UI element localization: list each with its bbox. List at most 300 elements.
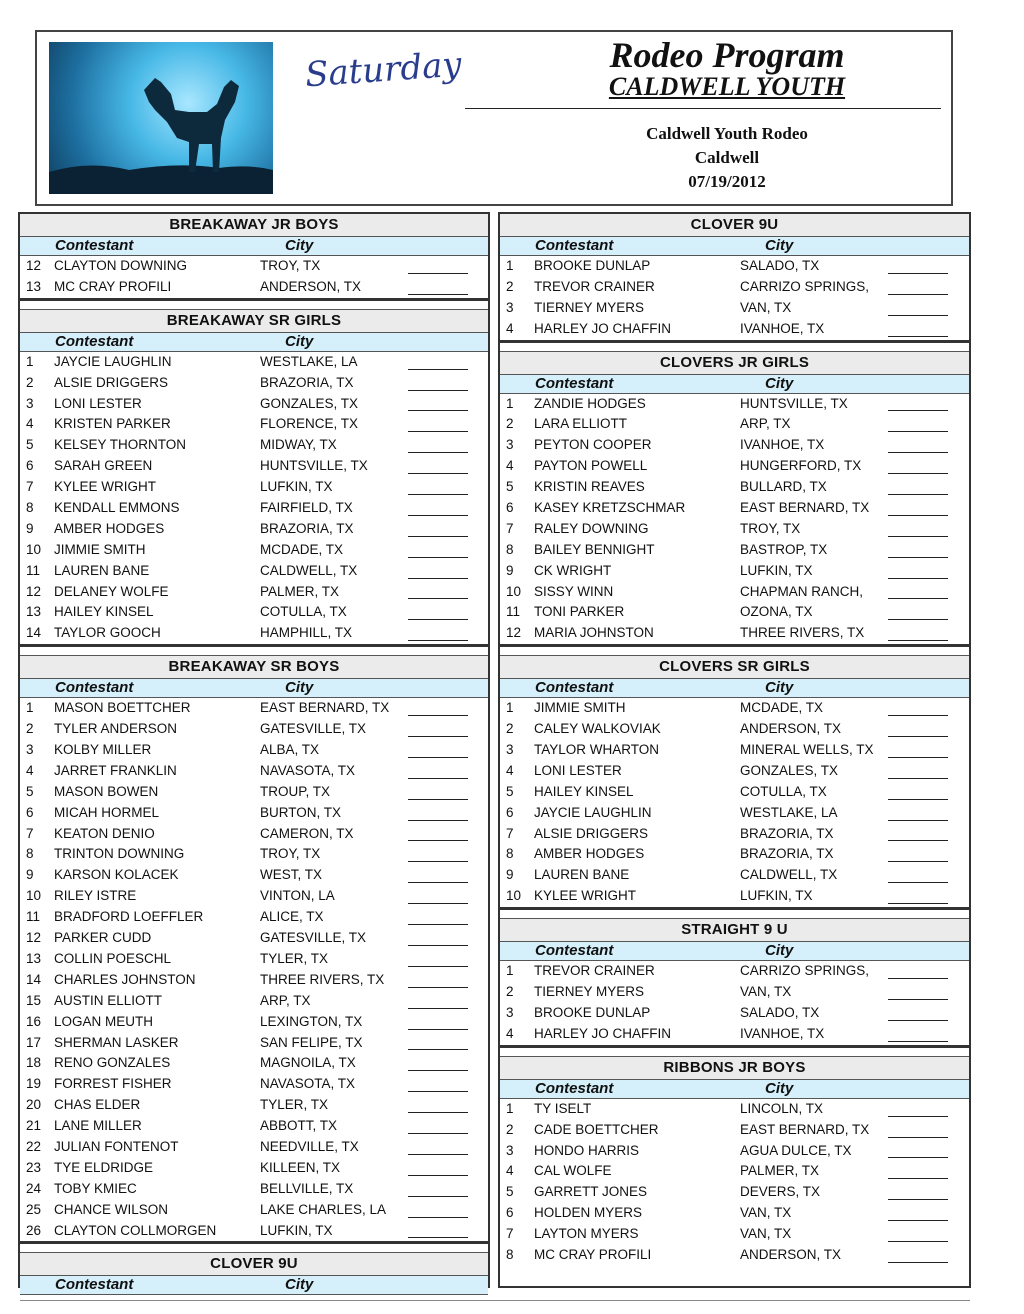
contestant-row — [500, 886, 969, 907]
score-blank-line — [408, 1237, 468, 1238]
contestant-number: 7 — [26, 825, 34, 841]
contestant-name: FORREST FISHER — [54, 1076, 172, 1092]
contestant-name: TRINTON DOWNING — [54, 846, 185, 862]
contestant-row — [20, 803, 488, 824]
contestant-name: TONI PARKER — [534, 604, 625, 620]
score-blank-line — [888, 640, 948, 641]
score-blank-line — [408, 1008, 468, 1009]
contestant-number: 11 — [26, 909, 41, 925]
contestant-number: 10 — [26, 888, 42, 904]
contestant-row — [500, 1161, 969, 1182]
column-header — [500, 942, 969, 961]
contestant-city: EAST BERNARD, TX — [740, 1121, 870, 1137]
contestant-row — [20, 1137, 488, 1158]
contestant-name: ALSIE DRIGGERS — [534, 825, 649, 841]
contestant-number: 6 — [26, 804, 34, 820]
contestant-number: 11 — [26, 562, 41, 578]
contestant-name: SARAH GREEN — [54, 458, 153, 474]
city-header: City — [765, 374, 794, 392]
score-blank-line — [408, 840, 468, 841]
contestant-row — [20, 602, 488, 623]
contestant-name: KRISTEN PARKER — [54, 416, 171, 432]
contestant-city: VINTON, LA — [260, 888, 335, 904]
contestant-city: BRAZORIA, TX — [740, 846, 834, 862]
contestant-name: KRISTIN REAVES — [534, 479, 645, 495]
handwritten-signature: Saturday — [303, 44, 463, 96]
contestant-city: ALICE, TX — [260, 909, 324, 925]
contestant-city: HUNGERFORD, TX — [740, 458, 862, 474]
score-blank-line — [888, 861, 948, 862]
contestant-city: BRAZORIA, TX — [740, 825, 834, 841]
contestant-number: 1 — [26, 700, 34, 716]
section-title: CLOVERS SR GIRLS — [500, 655, 969, 679]
contestant-name: RENO GONZALES — [54, 1055, 171, 1071]
contestant-number: 14 — [26, 971, 42, 987]
score-blank-line — [888, 1020, 948, 1021]
contestant-number: 2 — [506, 984, 514, 1000]
contestant-row — [20, 561, 488, 582]
contestant-name: HARLEY JO CHAFFIN — [534, 320, 672, 336]
page-bottom-rule — [20, 1300, 970, 1301]
contestant-city: ANDERSON, TX — [740, 721, 842, 737]
event-section — [20, 1252, 488, 1295]
contestant-number: 8 — [26, 846, 34, 862]
contestant-row — [20, 1074, 488, 1095]
contestant-number: 3 — [506, 742, 514, 758]
score-blank-line — [408, 640, 468, 641]
contestant-number: 15 — [26, 992, 42, 1008]
contestant-number: 2 — [26, 721, 34, 737]
column-header — [20, 1276, 488, 1295]
contestant-name: JAYCIE LAUGHLIN — [54, 353, 172, 369]
contestant-number: 4 — [506, 458, 514, 474]
contestant-city: BELLVILLE, TX — [260, 1180, 354, 1196]
city-header: City — [285, 332, 314, 350]
score-blank-line — [888, 1178, 948, 1179]
contestant-city: VAN, TX — [740, 1205, 792, 1221]
contestant-city: GONZALES, TX — [260, 395, 359, 411]
score-blank-line — [888, 515, 948, 516]
contestant-name: LONI LESTER — [534, 762, 622, 778]
contestant-number: 12 — [26, 583, 42, 599]
section-title: BREAKAWAY SR BOYS — [20, 655, 488, 679]
score-blank-line — [408, 619, 468, 620]
contestant-row — [20, 1095, 488, 1116]
contestant-city: VAN, TX — [740, 984, 792, 1000]
contestant-name: BRADFORD LOEFFLER — [54, 909, 204, 925]
contestant-number: 4 — [26, 416, 34, 432]
contestant-row — [20, 1116, 488, 1137]
contestant-name: CLAYTON COLLMORGEN — [54, 1222, 217, 1238]
contestant-name: RALEY DOWNING — [534, 520, 649, 536]
event-section — [20, 655, 488, 1241]
contestant-number: 1 — [506, 258, 514, 273]
contestant-header: Contestant — [535, 1079, 614, 1097]
score-blank-line — [888, 452, 948, 453]
contestant-row — [500, 498, 969, 519]
contestant-number: 9 — [26, 867, 34, 883]
contestant-city: NAVASOTA, TX — [260, 1076, 356, 1092]
contestant-number: 16 — [26, 1013, 42, 1029]
contestant-name: TOBY KMIEC — [54, 1180, 137, 1196]
contestant-name: TREVOR CRAINER — [534, 278, 655, 294]
contestant-row — [500, 698, 969, 719]
score-blank-line — [408, 1049, 468, 1050]
contestant-city: TROY, TX — [260, 846, 321, 862]
score-blank-line — [888, 598, 948, 599]
contestant-city: IVANHOE, TX — [740, 320, 825, 336]
contestant-row — [500, 394, 969, 415]
title-rule — [465, 108, 941, 109]
contestant-row — [20, 540, 488, 561]
contestant-number: 9 — [506, 562, 514, 578]
contestant-city: BASTROP, TX — [740, 541, 828, 557]
contestant-number: 21 — [26, 1118, 42, 1134]
contestant-row — [20, 991, 488, 1012]
contestant-row — [20, 277, 488, 298]
contestant-name: BROOKE DUNLAP — [534, 1004, 651, 1020]
contestant-row — [500, 456, 969, 477]
contestant-row — [20, 1179, 488, 1200]
score-blank-line — [888, 315, 948, 316]
event-section — [500, 1056, 969, 1266]
contestant-city: NEEDVILLE, TX — [260, 1138, 359, 1154]
contestant-name: LAUREN BANE — [534, 867, 630, 883]
contestant-city: IVANHOE, TX — [740, 1025, 825, 1041]
contestant-name: LAUREN BANE — [54, 562, 150, 578]
contestant-number: 4 — [506, 320, 514, 336]
contestant-number: 9 — [26, 520, 34, 536]
score-blank-line — [888, 799, 948, 800]
contestant-header: Contestant — [535, 374, 614, 392]
contestant-row — [500, 740, 969, 761]
contestant-name: KELSEY THORNTON — [54, 437, 187, 453]
contestant-name: SISSY WINN — [534, 583, 614, 599]
contestant-name: COLLIN POESCHL — [54, 950, 172, 966]
contestant-name: KENDALL EMMONS — [54, 500, 180, 516]
score-blank-line — [408, 431, 468, 432]
score-blank-line — [888, 273, 948, 274]
section-title: BREAKAWAY JR BOYS — [20, 214, 488, 237]
contestant-number: 12 — [506, 625, 522, 641]
score-blank-line — [408, 1217, 468, 1218]
contestant-city: HAMPHILL, TX — [260, 625, 353, 641]
contestant-row — [500, 865, 969, 886]
contestant-row — [20, 907, 488, 928]
contestant-city: ANDERSON, TX — [740, 1246, 842, 1262]
contestant-row — [500, 961, 969, 982]
score-blank-line — [408, 390, 468, 391]
contestant-row — [20, 477, 488, 498]
score-blank-line — [888, 840, 948, 841]
contestant-row — [20, 456, 488, 477]
event-section — [500, 214, 969, 340]
contestant-name: MASON BOWEN — [54, 783, 159, 799]
contestant-number: 25 — [26, 1201, 42, 1217]
contestant-number: 1 — [506, 1100, 514, 1116]
contestant-city: LUFKIN, TX — [740, 562, 813, 578]
contestant-row — [500, 719, 969, 740]
contestant-name: TAYLOR GOOCH — [54, 625, 161, 641]
contestant-city: MIDWAY, TX — [260, 437, 337, 453]
score-blank-line — [888, 1220, 948, 1221]
contestant-city: THREE RIVERS, TX — [260, 971, 385, 987]
contestant-name: CADE BOETTCHER — [534, 1121, 659, 1137]
contestant-name: BAILEY BENNIGHT — [534, 541, 655, 557]
city-header: City — [765, 942, 794, 960]
contestant-city: GATESVILLE, TX — [260, 930, 367, 946]
contestant-header: Contestant — [55, 332, 134, 350]
column-header — [500, 375, 969, 394]
contestant-city: GONZALES, TX — [740, 762, 839, 778]
contestant-name: TY ISELT — [534, 1100, 592, 1116]
contestant-row — [20, 1053, 488, 1074]
contestant-city: CARRIZO SPRINGS, — [740, 278, 870, 294]
contestant-city: ALBA, TX — [260, 742, 320, 758]
score-blank-line — [408, 715, 468, 716]
contestant-city: FAIRFIELD, TX — [260, 500, 353, 516]
contestant-name: MC CRAY PROFILI — [54, 278, 172, 294]
contestant-row — [20, 435, 488, 456]
score-blank-line — [888, 1116, 948, 1117]
contestant-row — [20, 865, 488, 886]
contestant-row — [20, 824, 488, 845]
contestant-row — [20, 928, 488, 949]
contestant-row — [500, 1003, 969, 1024]
contestant-number: 12 — [26, 930, 42, 946]
score-blank-line — [408, 778, 468, 779]
contestant-row — [500, 1120, 969, 1141]
contestant-number: 2 — [506, 721, 514, 737]
contestant-number: 3 — [26, 742, 34, 758]
contestant-row — [20, 761, 488, 782]
contestant-name: LARA ELLIOTT — [534, 416, 628, 432]
score-blank-line — [888, 619, 948, 620]
contestant-number: 17 — [26, 1034, 42, 1050]
program-subtitle: CALDWELL YOUTH — [608, 72, 846, 101]
contestant-row — [500, 844, 969, 865]
contestant-name: TYE ELDRIDGE — [54, 1159, 154, 1175]
contestant-name: KARSON KOLACEK — [54, 867, 179, 883]
horse-silhouette-photo — [49, 42, 273, 194]
contestant-row — [20, 970, 488, 991]
contestant-row — [20, 1033, 488, 1054]
contestant-number: 5 — [506, 1184, 514, 1200]
contestant-name: LANE MILLER — [54, 1118, 142, 1134]
contestant-name: HAILEY KINSEL — [534, 783, 634, 799]
contestant-name: BROOKE DUNLAP — [534, 258, 651, 273]
score-blank-line — [888, 715, 948, 716]
contestant-header: Contestant — [55, 679, 134, 697]
left-column — [18, 212, 490, 1294]
contestant-city: EAST BERNARD, TX — [260, 700, 390, 716]
program-title: Rodeo Program — [609, 35, 845, 75]
contestant-name: RILEY ISTRE — [54, 888, 137, 904]
contestant-number: 6 — [506, 804, 514, 820]
score-blank-line — [408, 294, 468, 295]
contestant-number: 1 — [506, 963, 514, 979]
score-blank-line — [408, 536, 468, 537]
contestant-number: 13 — [26, 950, 42, 966]
score-blank-line — [408, 799, 468, 800]
contestant-name: CHAS ELDER — [54, 1097, 141, 1113]
city-header: City — [285, 1276, 314, 1294]
contestant-city: OZONA, TX — [740, 604, 813, 620]
contestant-name: MICAH HORMEL — [54, 804, 160, 820]
score-blank-line — [408, 820, 468, 821]
right-column — [498, 212, 971, 1288]
contestant-name: GARRETT JONES — [534, 1184, 648, 1200]
contestant-name: AMBER HODGES — [54, 520, 165, 536]
contestant-name: KASEY KRETZSCHMAR — [534, 500, 686, 516]
contestant-name: LONI LESTER — [54, 395, 142, 411]
contestant-number: 19 — [26, 1076, 42, 1092]
event-section — [500, 351, 969, 645]
contestant-name: JARRET FRANKLIN — [54, 762, 177, 778]
section-divider — [500, 644, 969, 655]
contestant-city: LUFKIN, TX — [740, 888, 813, 904]
contestant-number: 1 — [506, 700, 514, 716]
contestant-row — [20, 844, 488, 865]
section-divider — [20, 644, 488, 655]
contestant-number: 10 — [506, 888, 522, 904]
contestant-number: 4 — [506, 1025, 514, 1041]
contestant-city: TROY, TX — [740, 520, 801, 536]
contestant-number: 7 — [506, 520, 514, 536]
contestant-city: IVANHOE, TX — [740, 437, 825, 453]
contestant-city: EAST BERNARD, TX — [740, 500, 870, 516]
contestant-row — [20, 414, 488, 435]
score-blank-line — [408, 924, 468, 925]
contestant-row — [500, 477, 969, 498]
contestant-row — [500, 1245, 969, 1266]
contestant-number: 2 — [26, 374, 34, 390]
contestant-row — [500, 1024, 969, 1045]
contestant-row — [20, 373, 488, 394]
section-title: CLOVER 9U — [500, 214, 969, 237]
contestant-number: 12 — [26, 258, 42, 273]
contestant-row — [500, 824, 969, 845]
section-divider — [500, 907, 969, 918]
contestant-city: LEXINGTON, TX — [260, 1013, 363, 1029]
contestant-header: Contestant — [55, 237, 134, 254]
contestant-city: CAMERON, TX — [260, 825, 354, 841]
contestant-row — [20, 1158, 488, 1179]
contestant-city: WESTLAKE, LA — [260, 353, 358, 369]
contestant-number: 1 — [26, 353, 34, 369]
section-title: RIBBONS JR BOYS — [500, 1056, 969, 1080]
column-header — [500, 679, 969, 698]
contestant-number: 13 — [26, 604, 42, 620]
score-blank-line — [408, 903, 468, 904]
contestant-row — [500, 256, 969, 277]
contestant-number: 3 — [506, 1004, 514, 1020]
contestant-city: COTULLA, TX — [260, 604, 347, 620]
event-date: 07/19/2012 — [688, 172, 766, 191]
contestant-row — [20, 886, 488, 907]
contestant-city: ANDERSON, TX — [260, 278, 362, 294]
score-blank-line — [888, 1041, 948, 1042]
contestant-name: MC CRAY PROFILI — [534, 1246, 652, 1262]
contestant-city: TYLER, TX — [260, 1097, 329, 1113]
contestant-name: CALEY WALKOVIAK — [534, 721, 661, 737]
contestant-city: SALADO, TX — [740, 258, 820, 273]
contestant-header: Contestant — [55, 1276, 134, 1294]
contestant-name: CLAYTON DOWNING — [54, 258, 188, 273]
contestant-city: CARRIZO SPRINGS, — [740, 963, 870, 979]
contestant-city: HUNTSVILLE, TX — [260, 458, 368, 474]
contestant-name: TYLER ANDERSON — [54, 721, 178, 737]
event-section — [500, 918, 969, 1045]
contestant-row — [20, 394, 488, 415]
section-title: STRAIGHT 9 U — [500, 918, 969, 942]
contestant-number: 11 — [506, 604, 521, 620]
event-section — [500, 655, 969, 907]
contestant-city: FLORENCE, TX — [260, 416, 359, 432]
contestant-name: TIERNEY MYERS — [534, 299, 645, 315]
contestant-row — [20, 782, 488, 803]
contestant-city: DEVERS, TX — [740, 1184, 821, 1200]
contestant-row — [500, 435, 969, 456]
contestant-row — [500, 519, 969, 540]
contestant-city: AGUA DULCE, TX — [740, 1142, 852, 1158]
score-blank-line — [888, 1241, 948, 1242]
contestant-number: 24 — [26, 1180, 42, 1196]
score-blank-line — [888, 978, 948, 979]
score-blank-line — [888, 557, 948, 558]
contestant-name: TREVOR CRAINER — [534, 963, 655, 979]
score-blank-line — [888, 999, 948, 1000]
contestant-number: 4 — [506, 762, 514, 778]
contestant-row — [20, 1200, 488, 1221]
contestant-city: LUFKIN, TX — [260, 479, 333, 495]
contestant-number: 8 — [26, 500, 34, 516]
score-blank-line — [408, 557, 468, 558]
score-blank-line — [888, 536, 948, 537]
contestant-city: SAN FELIPE, TX — [260, 1034, 363, 1050]
contestant-row — [500, 1099, 969, 1120]
contestant-number: 7 — [26, 479, 34, 495]
score-blank-line — [888, 1199, 948, 1200]
score-blank-line — [408, 757, 468, 758]
contestant-number: 23 — [26, 1159, 42, 1175]
contestant-row — [500, 782, 969, 803]
score-blank-line — [408, 515, 468, 516]
contestant-city: THREE RIVERS, TX — [740, 625, 865, 641]
contestant-number: 3 — [26, 395, 34, 411]
contestant-name: KYLEE WRIGHT — [54, 479, 157, 495]
contestant-city: TROY, TX — [260, 258, 321, 273]
contestant-row — [500, 540, 969, 561]
event-name: Caldwell Youth Rodeo — [646, 124, 808, 143]
score-blank-line — [408, 1091, 468, 1092]
column-header — [20, 679, 488, 698]
contestant-number: 10 — [506, 583, 522, 599]
score-blank-line — [888, 294, 948, 295]
contestant-row — [500, 982, 969, 1003]
contestant-city: NAVASOTA, TX — [260, 762, 356, 778]
contestant-number: 8 — [506, 541, 514, 557]
contestant-row — [20, 519, 488, 540]
score-blank-line — [888, 494, 948, 495]
contestant-number: 3 — [506, 1142, 514, 1158]
contestant-name: LOGAN MEUTH — [54, 1013, 154, 1029]
contestant-number: 26 — [26, 1222, 42, 1238]
score-blank-line — [408, 1196, 468, 1197]
score-blank-line — [408, 1175, 468, 1176]
column-header — [500, 1080, 969, 1099]
score-blank-line — [888, 473, 948, 474]
